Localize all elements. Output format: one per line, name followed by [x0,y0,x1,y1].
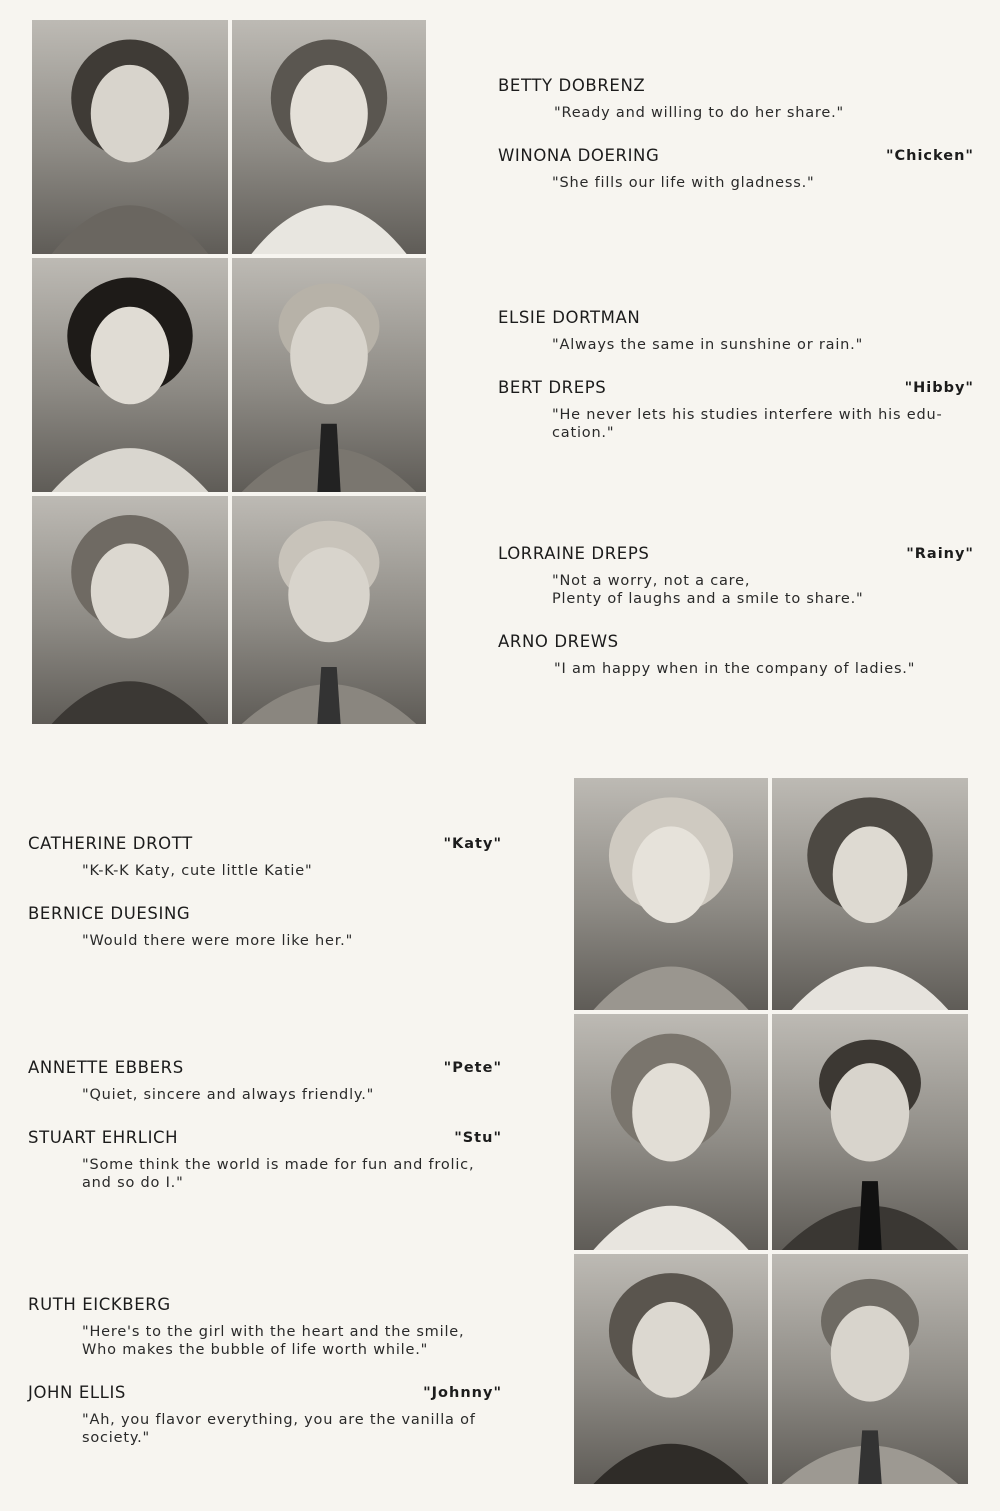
student-entry [28,904,502,950]
student-name: LORRAINE DREPS [498,544,650,563]
student-quote: "Ah, you flavor everything, you are the vanilla of society." [82,1412,476,1446]
student-entry [498,76,974,122]
portrait-photo [232,496,426,724]
student-quote: "Quiet, sincere and always friendly." [82,1087,375,1103]
portrait-photo [32,258,228,492]
student-name: BERT DREPS [498,378,607,397]
student-nickname: "Rainy" [906,546,974,562]
portrait-photo [32,496,228,724]
student-nickname: "Stu" [454,1130,502,1146]
student-name: CATHERINE DROTT [28,834,193,853]
student-quote: "Not a worry, not a care, Plenty of laughs and a smile to share." [552,573,864,607]
student-entry [28,834,502,880]
student-entry [28,1295,502,1359]
portrait-photo [772,1014,968,1250]
student-nickname: "Hibby" [904,380,974,396]
student-quote: "Would there were more like her." [82,933,354,949]
student-name: JOHN ELLIS [28,1383,126,1402]
student-name: RUTH EICKBERG [28,1295,171,1314]
student-name: ELSIE DORTMAN [498,308,641,327]
student-entry [498,146,974,192]
portrait-photo [574,1014,768,1250]
student-quote: "Some think the world is made for fun and frolic, and so do I." [82,1157,475,1191]
student-nickname: "Pete" [443,1060,502,1076]
portrait-photo [574,1254,768,1484]
student-entry [28,1128,502,1192]
portrait-photo [574,778,768,1010]
student-entry [498,544,974,608]
student-quote: "Always the same in sunshine or rain." [552,337,864,353]
student-nickname: "Chicken" [885,148,974,164]
student-quote: "She fills our life with gladness." [552,175,815,191]
student-name: ARNO DREWS [498,632,619,651]
portrait-photo [32,20,228,254]
student-name: WINONA DOERING [498,146,660,165]
student-nickname: "Katy" [443,836,502,852]
student-quote: "I am happy when in the company of ladies." [554,661,916,677]
student-entry [28,1058,502,1104]
student-name: STUART EHRLICH [28,1128,179,1147]
portrait-photo [232,258,426,492]
student-entry [498,632,974,678]
portrait-photo [232,20,426,254]
student-nickname: "Johnny" [423,1385,502,1401]
student-entry [28,1383,502,1447]
student-entry [498,308,974,354]
student-quote: "He never lets his studies interfere with his edu- cation." [552,407,943,441]
student-quote: "Ready and willing to do her share." [554,105,844,121]
portrait-photo [772,778,968,1010]
student-quote: "K-K-K Katy, cute little Katie" [82,863,313,879]
student-entry [498,378,974,442]
student-name: BETTY DOBRENZ [498,76,646,95]
student-name: BERNICE DUESING [28,904,191,923]
student-name: ANNETTE EBBERS [28,1058,184,1077]
portrait-photo [772,1254,968,1484]
student-quote: "Here's to the girl with the heart and the smile, Who makes the bubble of life worth while." [82,1324,465,1358]
